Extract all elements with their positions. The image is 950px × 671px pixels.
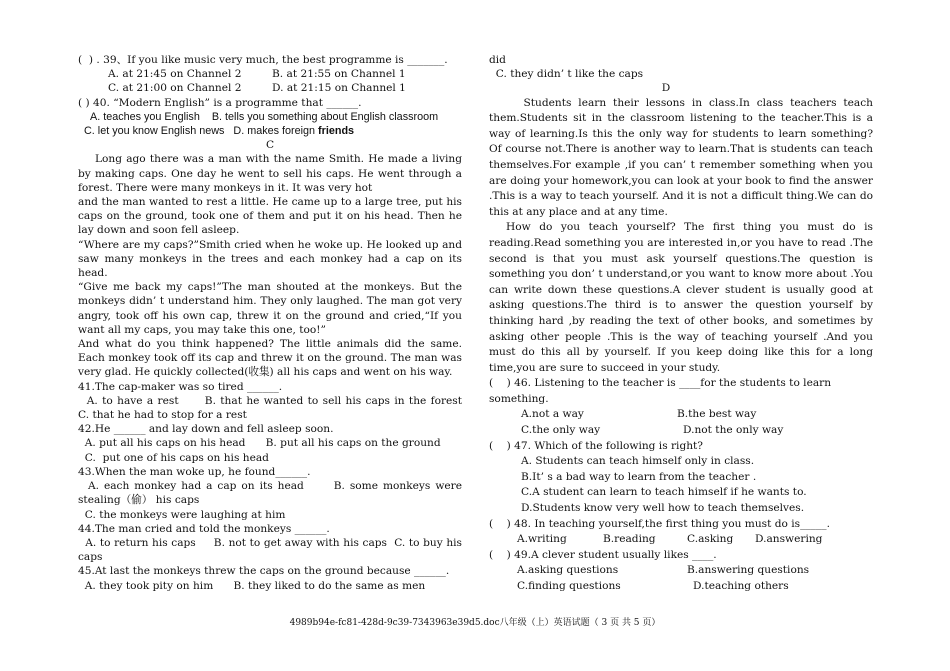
question-39-options-ab xyxy=(78,67,462,81)
question-45: 45.At last the monkeys threw the caps on the ground because ______. xyxy=(78,565,450,578)
section-c-heading: C xyxy=(265,139,275,152)
question-39: ( ) . 39、If you like music very much, the best programme is _______. xyxy=(78,54,448,66)
question-41: 41.The cap-maker was so tired ______. xyxy=(78,380,283,393)
passage-d-paragraph-2: How do you teach yourself? The first thing you must do is reading.Read something you are interested in,or you have to read .The second is that you must ask yourself questions.The question is something you don’ t understand,or you want to know more about .You can write down these questions.A clever student is usually good at asking questions.The third is to answer the question yourself by thinking hard ,by reading the text of other books, and sometimes by asking other people .This is the way of teaching yourself .And you must do this all by yourself. If you keep doing like this for a long time,you are sure to succeed in your study. xyxy=(489,221,877,374)
left-column xyxy=(78,53,483,593)
option-46-b: B.the best way xyxy=(677,408,757,421)
passage-d-paragraph-1: Students learn their lessons in class.In class teachers teach them.Students sit in the classroom listening to the teacher.This is a way of learning.Is this the only way for students to learn something? Of course not.There is another way to learn.That is students can teach themselves.For example ,if you can’ t remember something when you are doing your homework,you can look at your book to find the answer .This is a way to teach yourself. And it is not a difficult thing.We can do this at any place and at any time. xyxy=(489,96,877,218)
option-46-a: A.not a way xyxy=(521,408,584,421)
passage-c-paragraph-5: And what do you think happened? The little animals did the same. Each monkey took off its cap and threw it on the ground. The man was very glad. He quickly collected(收集) all his caps and went on his way. xyxy=(78,338,466,379)
question-45-option-b-continued: did xyxy=(489,54,506,66)
question-40-options-ab: A. teaches you English B. tells you something about English classroom xyxy=(90,110,439,123)
option-47-c: C.A student can learn to teach himself if he wants to. xyxy=(521,486,807,499)
question-49-options-cd xyxy=(489,579,873,595)
question-40-options-cd xyxy=(78,124,462,138)
section-d-heading: D xyxy=(661,82,671,95)
question-46: ( ) 46. Listening to the teacher is ____for the students to learn something. xyxy=(489,377,835,405)
option-49-b: B.answering questions xyxy=(687,564,810,577)
option-39-b: B. at 21:55 on Channel 1 xyxy=(272,68,406,81)
option-47-d: D.Students know very well how to teach themselves. xyxy=(521,502,805,515)
option-46-c: C.the only way xyxy=(521,424,601,437)
question-49: ( ) 49.A clever student usually likes ____. xyxy=(489,548,717,561)
option-48-a: A.writing xyxy=(517,533,567,546)
option-49-a: A.asking questions xyxy=(517,564,619,577)
question-42: 42.He ______ and lay down and fell asleep soon. xyxy=(78,423,334,436)
question-43-option-c: C. the monkeys were laughing at him xyxy=(78,508,286,521)
option-39-d: D. at 21:15 on Channel 1 xyxy=(272,82,406,95)
question-41-options: A. to have a rest B. that he wanted to sell his caps in the forest C. that he had to stop for a rest xyxy=(78,394,483,422)
question-48-options xyxy=(489,532,873,548)
option-48-b: B.reading xyxy=(603,533,656,546)
passage-c-paragraph-4: “Give me back my caps!”The man shouted at the monkeys. But the monkeys didn’ t understand him. They only laughed. The man got very angry, took off his own cap, threw it on the ground and cried,“If you want all my caps, you may take this one, too!” xyxy=(78,281,466,336)
option-48-c: C.asking xyxy=(687,533,734,546)
question-44-options: A. to return his caps B. not to get away with his caps C. to buy his caps xyxy=(78,536,466,564)
option-47-a: A. Students can teach himself only in class. xyxy=(521,455,755,468)
passage-c-paragraph-1: Long ago there was a man with the name Smith. He made a living by making caps. One day he went to sell his caps. He went through a forest. There were many monkeys in it. It was very hot xyxy=(78,153,466,194)
question-44: 44.The man cried and told the monkeys ______. xyxy=(78,522,330,535)
question-47: ( ) 47. Which of the following is right? xyxy=(489,439,703,452)
question-45-option-c: C. they didn’ t like the caps xyxy=(489,68,644,81)
question-48: ( ) 48. In teaching yourself,the first thing you must do is_____. xyxy=(489,517,830,530)
option-48-d: D.answering xyxy=(755,533,823,546)
question-45-options-ab: A. they took pity on him B. they liked to do the same as men xyxy=(78,579,426,592)
question-40-options-cd-bold: friends xyxy=(318,125,355,138)
question-40-options-cd-text: C. let you know English news D. makes foreign xyxy=(84,125,319,138)
passage-c-paragraph-3: “Where are my caps?”Smith cried when he woke up. He looked up and saw many monkeys in the trees and each monkey had a cap on its head. xyxy=(78,238,466,280)
option-49-c: C.finding questions xyxy=(517,580,621,593)
question-46-options-cd xyxy=(489,423,873,439)
page-footer: 4989b94e-fc81-428d-9c39-7343963e39d5.doc八年级（上）英语试题（ 3 页 共 5 页） xyxy=(289,618,661,628)
option-39-a: A. at 21:45 on Channel 2 xyxy=(108,68,242,81)
option-49-d: D.teaching others xyxy=(693,580,789,593)
option-46-d: D.not the only way xyxy=(683,424,784,437)
right-column xyxy=(489,53,877,595)
option-47-b: B.It’ s a bad way to learn from the teacher . xyxy=(521,470,757,483)
question-42-option-c: C. put one of his caps on his head xyxy=(78,451,269,464)
question-49-options-ab xyxy=(489,563,873,579)
option-39-c: C. at 21:00 on Channel 2 xyxy=(108,82,242,95)
question-46-options-ab xyxy=(489,407,873,423)
question-40: ( ) 40. “Modern English” is a programme that ______. xyxy=(78,96,362,109)
question-42-options-ab: A. put all his caps on his head B. put all his caps on the ground xyxy=(78,437,441,450)
question-43: 43.When the man woke up, he found______. xyxy=(78,465,311,478)
question-39-options-cd xyxy=(78,81,462,95)
question-43-options-ab: A. each monkey had a cap on its head B. some monkeys were stealing（偷） his caps xyxy=(78,480,466,507)
passage-c-paragraph-2: and the man wanted to rest a little. He came up to a large tree, put his caps on the ground, took one of them and put it on his head. Then he lay down and soon fell asleep. xyxy=(78,196,466,237)
